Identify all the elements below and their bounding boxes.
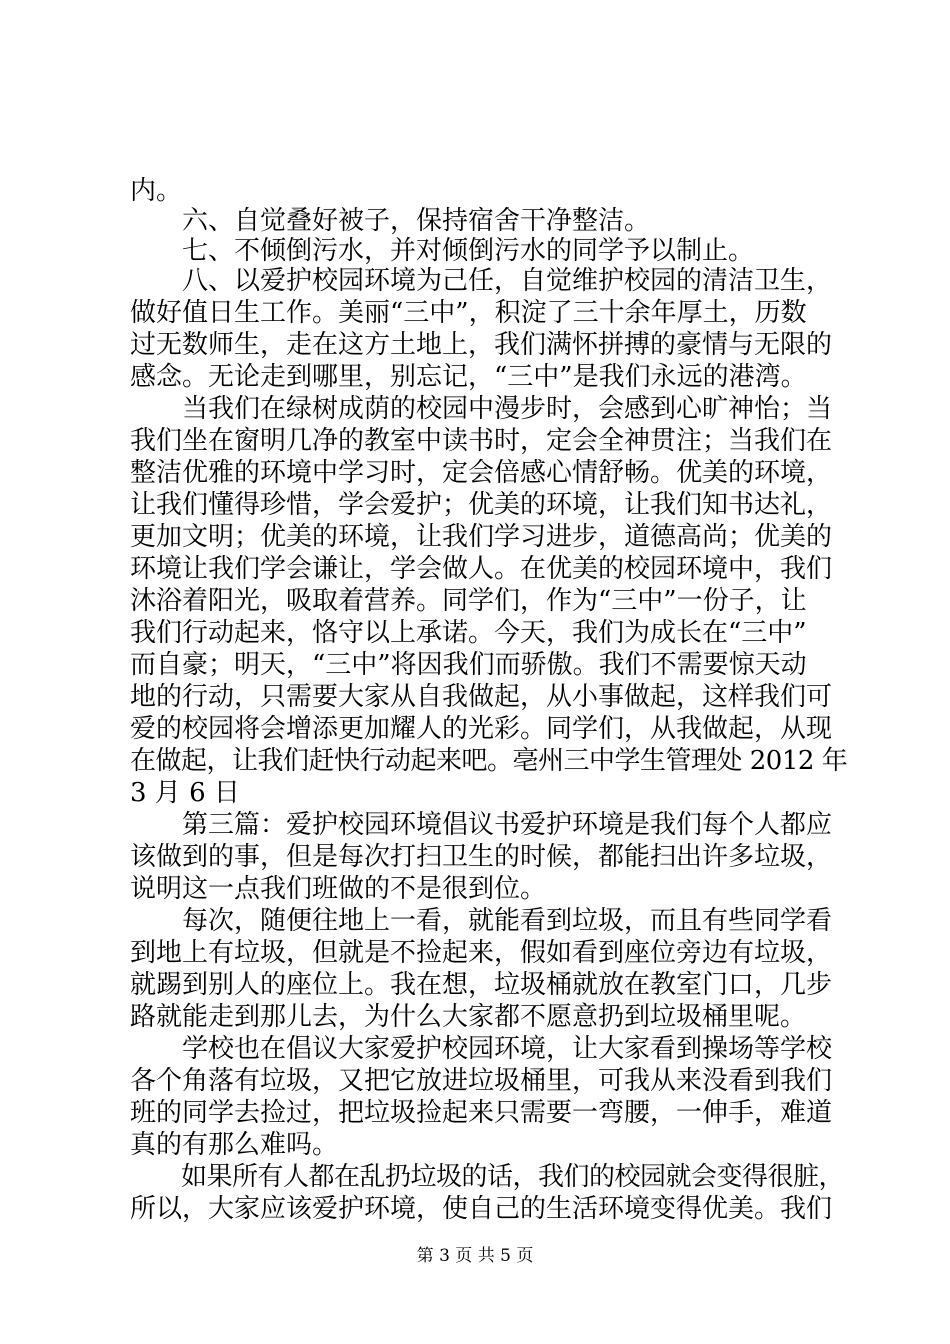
body-text-line: 地的行动，只需要大家从自我做起，从小事做起，这样我们可 [130, 682, 833, 712]
body-text-line: 说明这一点我们班做的不是很到位。 [130, 874, 547, 904]
body-text-line: 环境让我们学会谦让，学会做人。在优美的校园环境中，我们 [130, 554, 833, 584]
body-text-line: 每次，随便往地上一看，就能看到垃圾，而且有些同学看 [130, 906, 833, 936]
body-text-line: 感念。无论走到哪里，别忘记，“三中”是我们永远的港湾。 [130, 362, 807, 392]
body-text-line: 而自豪；明天，“三中”将因我们而骄傲。我们不需要惊天动 [130, 650, 807, 680]
page-number-footer: 第 3 页 共 5 页 [416, 1246, 534, 1266]
body-text-line: 沐浴着阳光，吸取着营养。同学们，作为“三中”一份子，让 [130, 586, 807, 616]
body-text-line: 真的有那么难吗。 [130, 1130, 339, 1160]
body-text-line: 第三篇：爱护校园环境倡议书爱护环境是我们每个人都应 [130, 810, 833, 840]
body-text-line: 更加文明；优美的环境，让我们学习进步，道德高尚；优美的 [130, 522, 833, 552]
body-text-line: 如果所有人都在乱扔垃圾的话，我们的校园就会变得很脏， [130, 1162, 845, 1192]
body-text-line: 让我们懂得珍惜，学会爱护；优美的环境，让我们知书达礼， [130, 490, 833, 520]
body-text-line: 到地上有垃圾，但就是不捡起来，假如看到座位旁边有垃圾， [130, 938, 833, 968]
body-text-line: 爱的校园将会增添更加耀人的光彩。同学们，从我做起，从现 [130, 714, 833, 744]
body-text-line: 七、不倾倒污水，并对倾倒污水的同学予以制止。 [130, 236, 755, 266]
body-text-line: 当我们在绿树成荫的校园中漫步时，会感到心旷神怡；当 [130, 394, 833, 424]
body-text-line: 该做到的事，但是每次打扫卫生的时候，都能扫出许多垃圾， [130, 842, 833, 872]
body-text-line: 所以，大家应该爱护环境，使自己的生活环境变得优美。我们 [130, 1194, 833, 1224]
body-text-line: 我们行动起来，恪守以上承诺。今天，我们为成长在“三中” [130, 618, 807, 648]
body-text-line: 六、自觉叠好被子，保持宿舍干净整洁。 [130, 206, 651, 236]
body-text-line: 在做起，让我们赶快行动起来吧。亳州三中学生管理处 2012 年 [130, 746, 848, 776]
body-text-line: 整洁优雅的环境中学习时，定会倍感心情舒畅。优美的环境， [130, 458, 833, 488]
body-text-line: 内。 [130, 176, 183, 206]
body-text-line: 3 月 6 日 [130, 778, 240, 808]
body-text-line: 过无数师生，走在这方土地上，我们满怀拼搏的豪情与无限的 [130, 330, 833, 360]
body-text-line: 各个角落有垃圾，又把它放进垃圾桶里，可我从来没看到我们 [130, 1066, 833, 1096]
body-text-line: 做好值日生工作。美丽“三中”，积淀了三十余年厚土，历数 [130, 298, 807, 328]
body-text-line: 班的同学去捡过，把垃圾捡起来只需要一弯腰，一伸手，难道 [130, 1098, 833, 1128]
body-text-line: 路就能走到那儿去，为什么大家都不愿意扔到垃圾桶里呢。 [130, 1002, 807, 1032]
body-text-line: 八、以爱护校园环境为己任，自觉维护校园的清洁卫生， [130, 266, 833, 296]
body-text-line: 学校也在倡议大家爱护校园环境，让大家看到操场等学校 [130, 1034, 833, 1064]
body-text-line: 就踢到别人的座位上。我在想，垃圾桶就放在教室门口，几步 [130, 970, 833, 1000]
body-text-line: 我们坐在窗明几净的教室中读书时，定会全神贯注；当我们在 [130, 426, 833, 456]
